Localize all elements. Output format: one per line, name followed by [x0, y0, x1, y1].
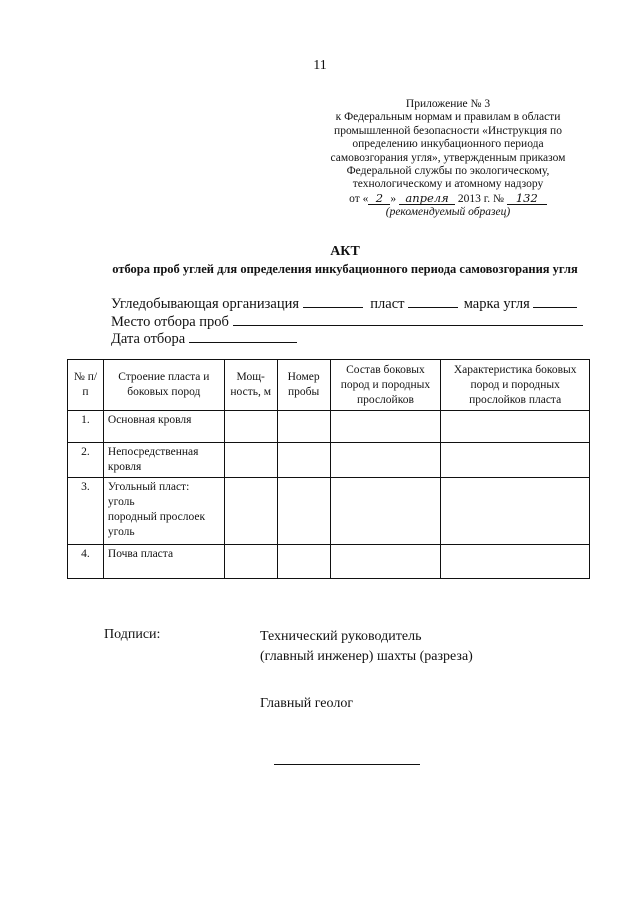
row-structure — [103, 443, 224, 478]
tech-director-line: Технический руководитель — [260, 629, 422, 644]
table-row — [68, 411, 590, 443]
date-label: Дата отбора — [111, 331, 186, 347]
row-structure — [103, 545, 224, 579]
organization-field-row — [111, 294, 577, 313]
thickness-cell[interactable] — [224, 411, 277, 443]
sample-number-cell[interactable] — [277, 545, 330, 579]
tech-director-line: (главный инженер) шахты (разреза) — [260, 649, 473, 664]
appendix-date-line — [328, 192, 568, 206]
appendix-line: к Федеральным нормам и правилам в области — [335, 111, 561, 124]
date-blank[interactable] — [189, 329, 297, 343]
appendix-line: промышленной безопасности «Инструкция по — [334, 124, 562, 137]
appendix-line: определению инкубационного периода — [352, 138, 544, 151]
header-sample-number: Номер пробы — [277, 360, 330, 411]
structure-line: Угольный пласт: — [107, 481, 190, 493]
tech-director-block — [260, 627, 473, 667]
place-label: Место отбора проб — [111, 314, 229, 330]
appendix-line: самовозгорания угля», утвержденным приказом — [330, 151, 566, 164]
header-structure: Строение пласта и боковых пород — [103, 360, 224, 411]
header-characteristics: Характеристика боковых пород и породных прослойков пласта — [441, 360, 590, 411]
row-structure — [103, 411, 224, 443]
table-row — [68, 545, 590, 579]
grade-label: марка угля — [463, 296, 530, 312]
appendix-block — [328, 98, 568, 220]
characteristics-cell[interactable] — [441, 443, 590, 478]
date-prefix: от « — [349, 192, 369, 205]
act-subtitle: отбора проб углей для определения инкубационного периода самовозгорания угля — [112, 262, 578, 276]
row-number: 4. — [68, 545, 104, 579]
date-field-row — [111, 329, 297, 348]
row-number: 1. — [68, 411, 104, 443]
handwritten-month: апреля — [399, 192, 455, 205]
composition-cell[interactable] — [330, 411, 441, 443]
composition-cell[interactable] — [330, 478, 441, 545]
structure-line: Непосредственная кровля — [107, 446, 199, 473]
composition-cell[interactable] — [330, 443, 441, 478]
date-mid: » — [390, 192, 397, 205]
thickness-cell[interactable] — [224, 478, 277, 545]
thickness-cell[interactable] — [224, 443, 277, 478]
handwritten-order-number: 132 — [507, 192, 547, 205]
signatures-label: Подписи: — [104, 627, 161, 642]
seam-blank[interactable] — [408, 294, 458, 308]
structure-line: уголь — [107, 526, 135, 538]
signature-line[interactable] — [274, 764, 420, 765]
header-composition: Состав боковых пород и породных прослойков — [330, 360, 441, 411]
organization-blank[interactable] — [303, 294, 363, 308]
row-number: 2. — [68, 443, 104, 478]
appendix-line: Федеральной службы по экологическому, — [346, 165, 550, 178]
table-row — [68, 443, 590, 478]
sample-number-cell[interactable] — [277, 443, 330, 478]
appendix-note: (рекомендуемый образец) — [385, 206, 511, 219]
structure-line: уголь — [107, 496, 135, 508]
table-row — [68, 478, 590, 545]
sample-number-cell[interactable] — [277, 478, 330, 545]
act-title: АКТ — [330, 244, 360, 259]
page-number: 11 — [313, 58, 327, 73]
row-structure — [103, 478, 224, 545]
header-num: № п/п — [68, 360, 104, 411]
date-year: 2013 г. № — [457, 192, 504, 205]
structure-line: Почва пласта — [107, 548, 174, 560]
handwritten-day: 2 — [368, 192, 390, 205]
characteristics-cell[interactable] — [441, 545, 590, 579]
sample-number-cell[interactable] — [277, 411, 330, 443]
thickness-cell[interactable] — [224, 545, 277, 579]
samples-table — [67, 359, 590, 579]
appendix-line: технологическому и атомному надзору — [352, 178, 544, 191]
composition-cell[interactable] — [330, 545, 441, 579]
grade-blank[interactable] — [533, 294, 577, 308]
structure-line: Основная кровля — [107, 414, 192, 426]
appendix-title: Приложение № 3 — [405, 98, 491, 110]
characteristics-cell[interactable] — [441, 411, 590, 443]
header-thickness: Мощ-ность, м — [224, 360, 277, 411]
structure-line: породный прослоек — [107, 511, 206, 523]
organization-label: Угледобывающая организация — [111, 296, 300, 312]
table-header-row — [68, 360, 590, 411]
characteristics-cell[interactable] — [441, 478, 590, 545]
row-number: 3. — [68, 478, 104, 545]
seam-label: пласт — [370, 296, 405, 312]
chief-geologist-label: Главный геолог — [260, 696, 354, 711]
place-blank[interactable] — [233, 312, 583, 326]
